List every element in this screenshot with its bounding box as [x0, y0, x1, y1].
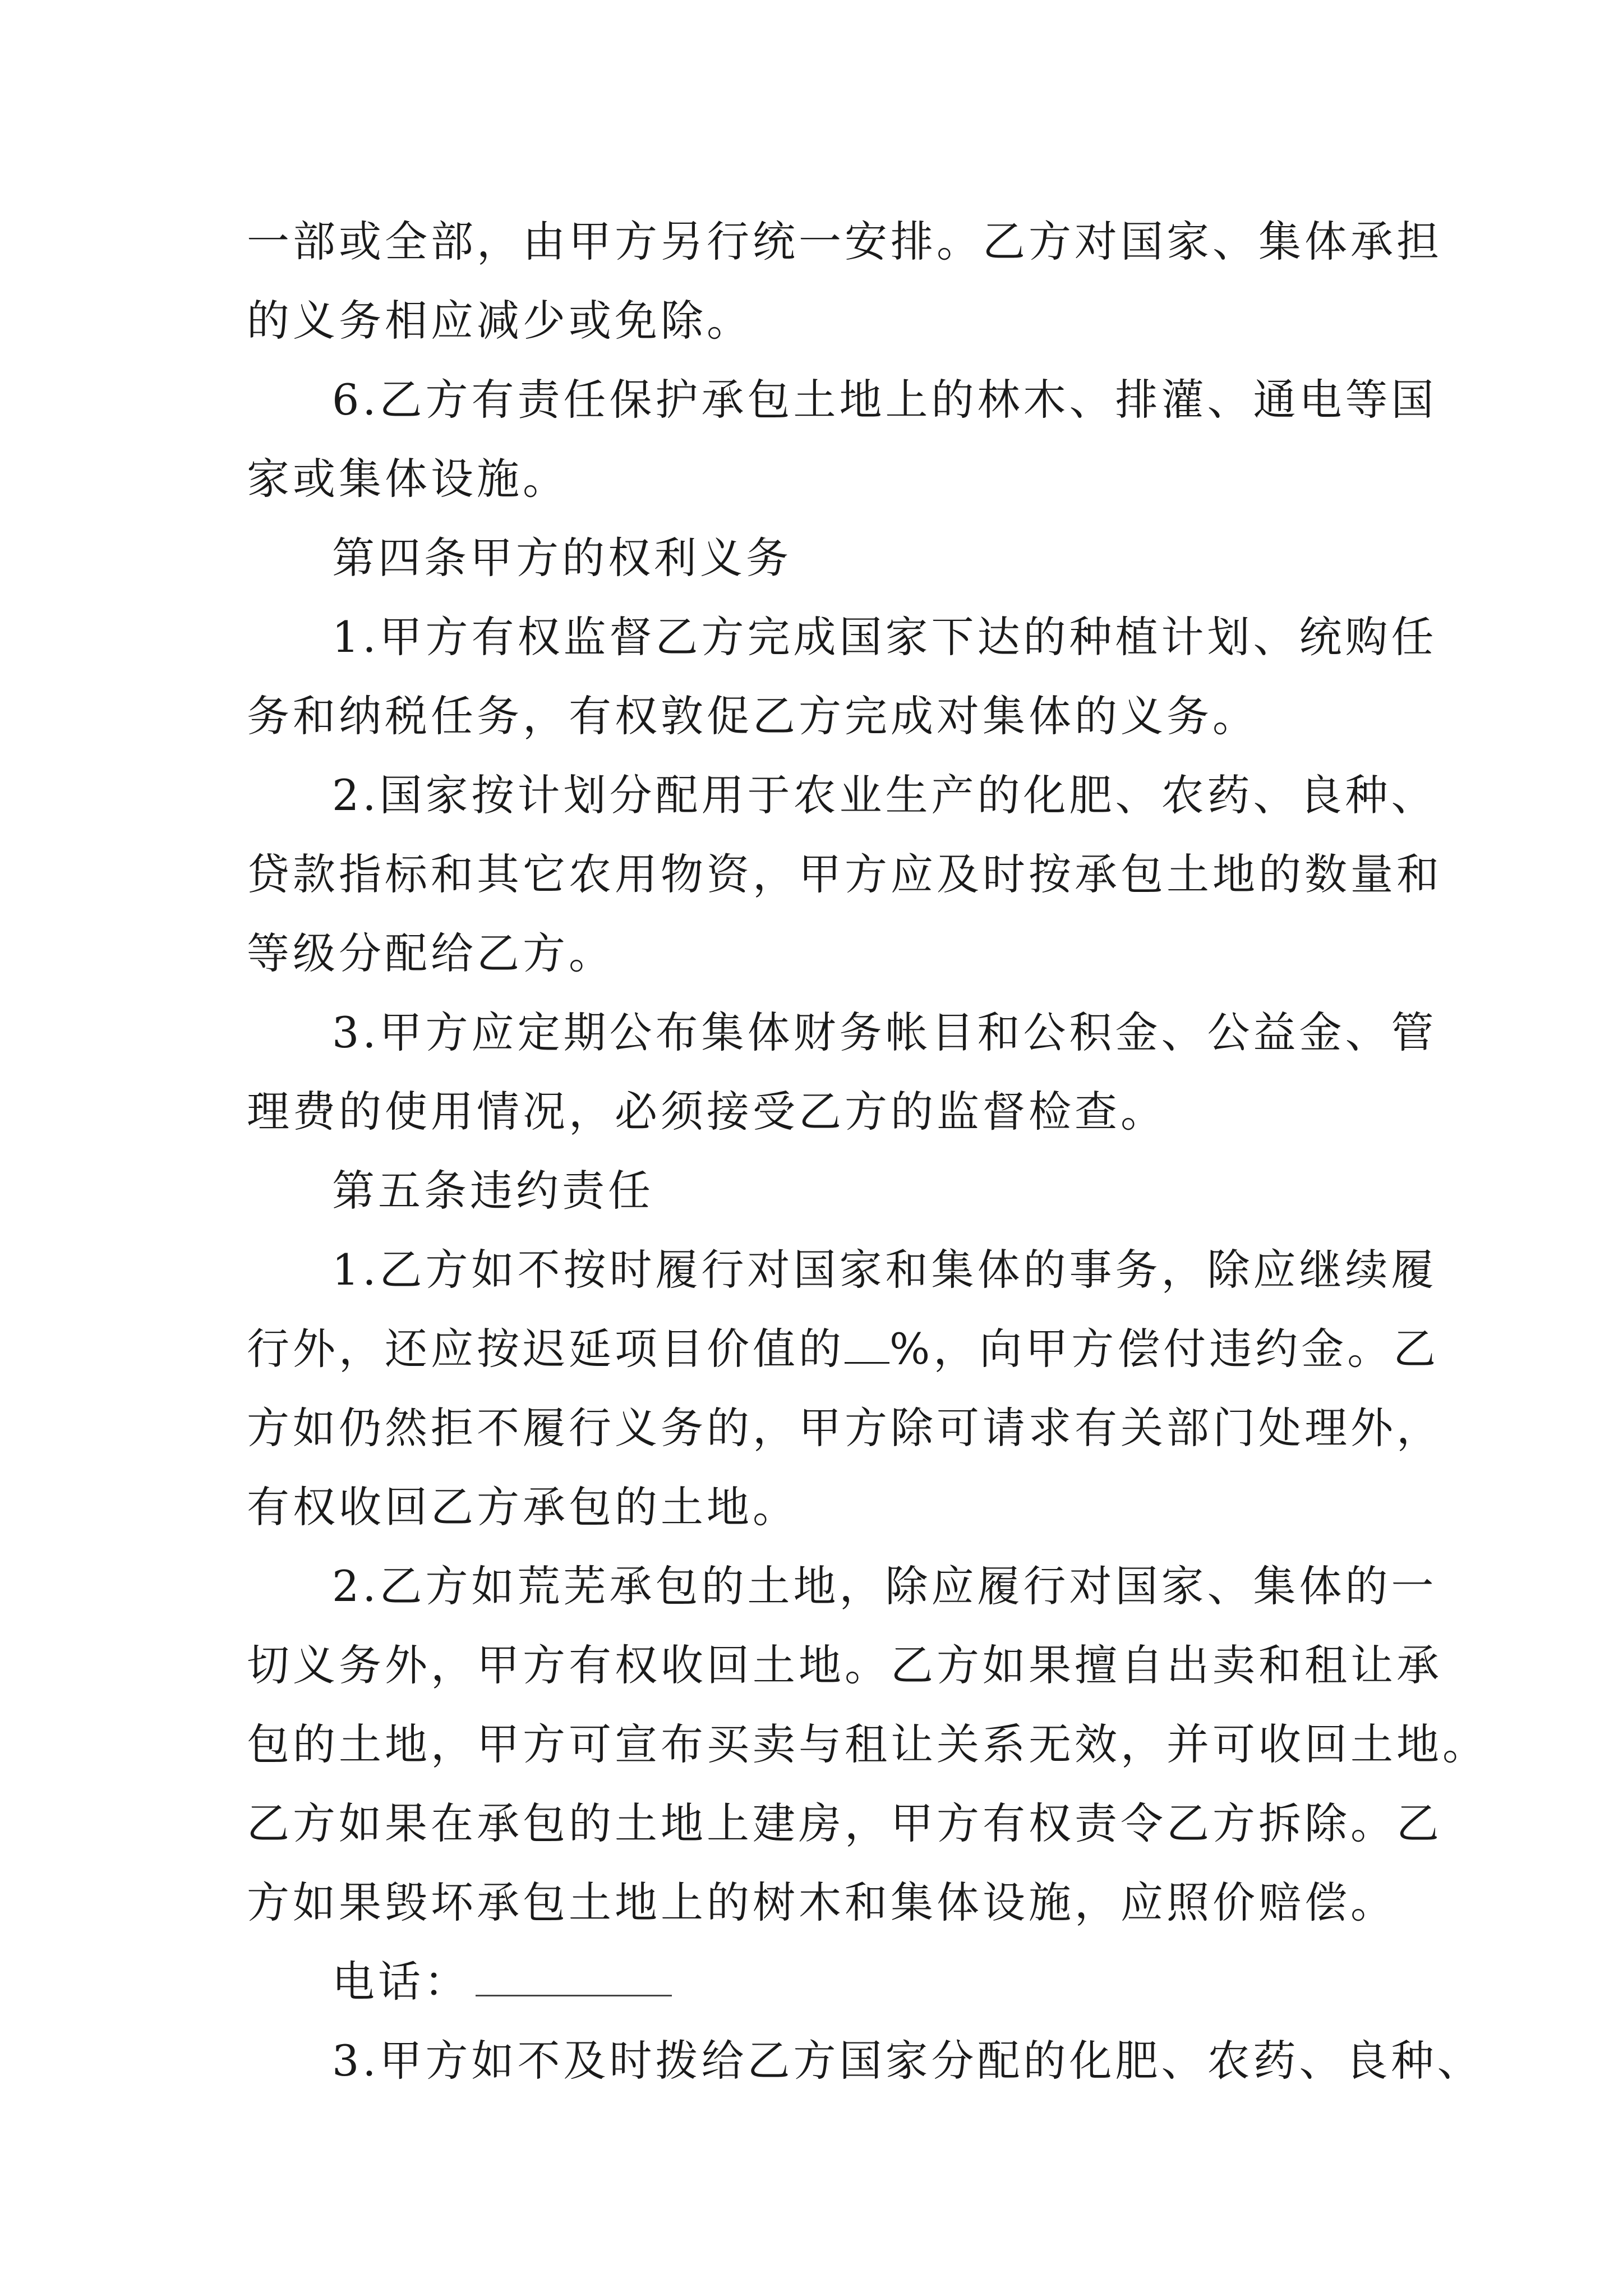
article-heading-5: 第五条违约责任: [332, 1166, 654, 1216]
paragraph-line: 切义务外，甲方有权收回土地。乙方如果擅自出卖和租让承: [247, 1640, 1442, 1690]
paragraph-line: 的义务相应减少或免除。: [247, 296, 753, 346]
clause-item-2: 2.乙方如荒芜承包的土地，除应履行对国家、集体的一: [332, 1561, 1437, 1611]
article-heading-4: 第四条甲方的权利义务: [332, 533, 792, 583]
clause-item-1: 1.乙方如不按时履行对国家和集体的事务，除应继续履: [332, 1245, 1437, 1295]
paragraph-line: 包的土地，甲方可宣布买卖与租让关系无效，并可收回土地。: [247, 1719, 1488, 1769]
clause-item-1: 1.甲方有权监督乙方完成国家下达的种植计划、统购任: [332, 612, 1437, 662]
text-segment: %，向甲方偿付违约金。乙: [889, 1324, 1440, 1374]
paragraph-line: 贷款指标和其它农用物资，甲方应及时按承包土地的数量和: [247, 849, 1442, 899]
text-segment: 行外，还应按迟延项目价值的: [247, 1324, 845, 1374]
clause-item-6: 6.乙方有责任保护承包土地上的林木、排灌、通电等国: [332, 375, 1437, 425]
clause-item-2: 2.国家按计划分配用于农业生产的化肥、农药、良种、: [332, 770, 1437, 820]
paragraph-line-with-blank: [247, 1309, 1440, 1388]
phone-field-line: [247, 1942, 1402, 2021]
paragraph-line: 乙方如果在承包的土地上建房，甲方有权责令乙方拆除。乙: [247, 1798, 1442, 1848]
phone-label: 电话：: [332, 1957, 470, 2007]
paragraph-line: 等级分配给乙方。: [247, 928, 615, 978]
clause-item-3: 3.甲方应定期公布集体财务帐目和公积金、公益金、管: [332, 1007, 1437, 1057]
paragraph-line: 方如仍然拒不履行义务的，甲方除可请求有关部门处理外，: [247, 1403, 1442, 1453]
paragraph-line: 务和纳税任务，有权敦促乙方完成对集体的义务。: [247, 691, 1258, 741]
phone-blank: [476, 1961, 672, 1996]
paragraph-line: 一部或全部，由甲方另行统一安排。乙方对国家、集体承担: [247, 217, 1442, 266]
paragraph-line: 方如果毁坏承包土地上的树木和集体设施，应照价赔偿。: [247, 1878, 1396, 1927]
percentage-blank: [845, 1328, 889, 1364]
paragraph-line: 有权收回乙方承包的土地。: [247, 1482, 799, 1532]
clause-item-3: 3.甲方如不及时拨给乙方国家分配的化肥、农药、良种、: [332, 2036, 1483, 2086]
paragraph-line: 理费的使用情况，必须接受乙方的监督检查。: [247, 1087, 1166, 1137]
paragraph-line: 家或集体设施。: [247, 454, 569, 504]
document-body: [247, 202, 1488, 2100]
